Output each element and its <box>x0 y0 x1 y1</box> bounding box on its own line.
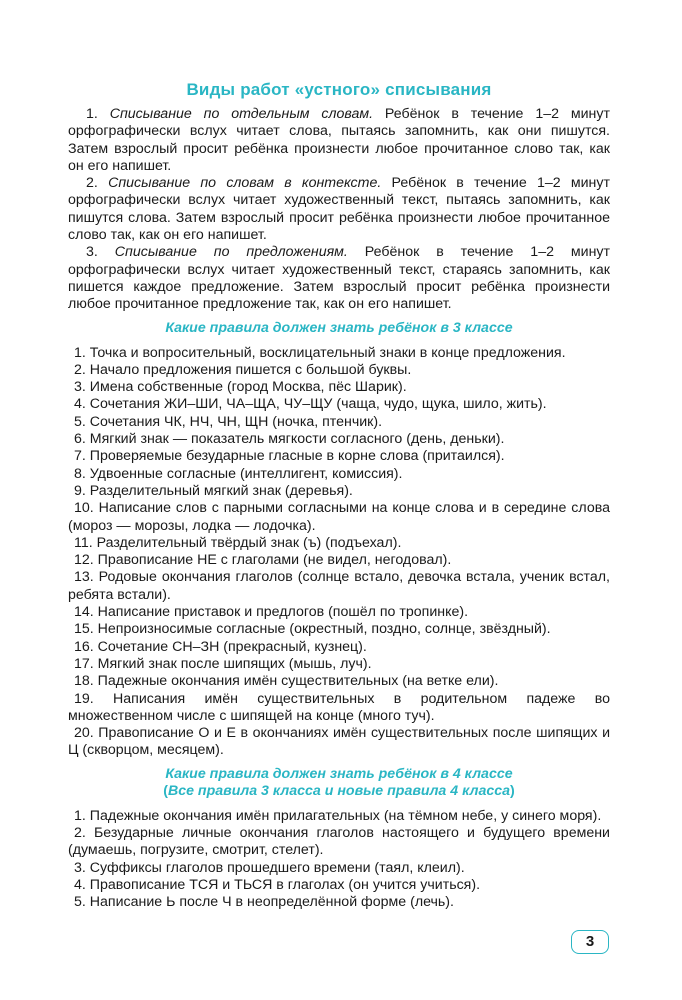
rule-item: 4. Правописание ТСЯ и ТЬСЯ в глаголах (он учится учиться). <box>74 876 481 893</box>
rule-item: 12. Правописание НЕ с глаголами (не видел, негодовал). <box>74 552 452 569</box>
grade4-heading-line1: Какие правила должен знать ребёнок в 4 классе <box>165 765 513 782</box>
grade4-heading <box>68 766 610 800</box>
method-paragraph <box>68 106 610 175</box>
method-name: Списывание по отдельным словам. <box>109 106 374 122</box>
method-text: Ребёнок в течение 1–2 минут орфографически вслух читает художественный текст, стараясь запомнить, как пишется каждое предложение. Затем взрослый просит ребёнка произнести любое прочитанное предложение так, как он его напишет. <box>68 244 611 313</box>
page-title: Виды работ «устного» списывания <box>186 80 492 99</box>
grade4-heading-line2-text: Все правила 3 класса и новые правила 4 класса <box>167 782 511 799</box>
rule-item: 4. Сочетания ЖИ–ШИ, ЧА–ЩА, ЧУ–ЩУ (чаща, чудо, щука, шило, жить). <box>74 396 547 413</box>
rule-item: 7. Проверяемые безударные гласные в корне слова (притаился). <box>74 448 505 465</box>
rule-item: 17. Мягкий знак после шипящих (мышь, луч). <box>74 655 372 672</box>
rule-item: 13. Родовые окончания глаголов (солнце встало, девочка встала, ученик встал, ребята встали). <box>68 569 610 603</box>
rule-item: 14. Написание приставок и предлогов (пошёл по тропинке). <box>74 604 469 621</box>
rule-item: 9. Разделительный мягкий знак (деревья). <box>74 482 353 499</box>
method-number: 2. <box>86 175 98 192</box>
rule-item: 20. Правописание О и Е в окончаниях имён существительных после шипящих и Ц (скворцом, месяцем). <box>68 725 610 759</box>
method-number: 3. <box>86 244 98 261</box>
rule-item: 18. Падежные окончания имён существительных (на ветке ели). <box>74 673 499 690</box>
grade3-rules-list <box>68 345 610 760</box>
grade4-rules-list <box>68 808 610 912</box>
method-text: Ребёнок в течение 1–2 минут орфографически вслух читает художественный текст, пытаясь запомнить, как пишутся слова. Затем взрослый просит ребёнка произнести любое прочитанное слово так, как он его напишет. <box>68 175 610 244</box>
rule-item: 1. Точка и вопросительный, восклицательный знаки в конце предложения. <box>74 344 566 361</box>
rule-item: 2. Начало предложения пишется с большой буквы. <box>74 361 412 378</box>
paren-open: ( <box>163 782 168 799</box>
grade3-heading: Какие правила должен знать ребёнок в 3 классе <box>165 319 513 336</box>
method-number: 1. <box>86 106 98 122</box>
paren-close: ) <box>510 782 515 799</box>
method-name: Списывание по предложениям. <box>114 244 348 261</box>
page-content <box>68 80 610 911</box>
page-number: 3 <box>571 930 609 954</box>
rule-item: 3. Имена собственные (город Москва, пёс Шарик). <box>74 379 407 396</box>
rule-item: 11. Разделительный твёрдый знак (ъ) (подъехал). <box>74 534 402 551</box>
method-text: Ребёнок в течение 1–2 минут орфографически вслух читает слова, пытаясь запомнить, как они пишутся. Затем взрослый просит ребёнка произнести любое прочитанное слово так, как он его напишет. <box>68 106 610 174</box>
rule-item: 2. Безударные личные окончания глаголов настоящего и будущего времени (думаешь, погрузите, смотрит, стелет). <box>68 824 610 859</box>
methods-list <box>68 106 610 314</box>
rule-item: 5. Сочетания ЧК, НЧ, ЧН, ЩН (ночка, птенчик). <box>74 413 383 430</box>
rule-item: 8. Удвоенные согласные (интеллигент, комиссия). <box>74 465 403 482</box>
method-paragraph <box>68 175 610 244</box>
grade4-heading-line2 <box>68 783 610 800</box>
method-paragraph <box>68 244 610 313</box>
rule-item: 3. Суффиксы глаголов прошедшего времени (таял, клеил). <box>74 859 465 876</box>
rule-item: 6. Мягкий знак — показатель мягкости согласного (день, деньки). <box>74 431 505 448</box>
rule-item: 16. Сочетание СН–ЗН (прекрасный, кузнец). <box>74 638 367 655</box>
method-name: Списывание по словам в контексте. <box>108 175 382 192</box>
rule-item: 10. Написание слов с парными согласными на конце слова и в середине слова (мороз — морозы, лодка — лодочка). <box>68 500 610 534</box>
rule-item: 19. Написания имён существительных в родительном падеже во множественном числе с шипящей на конце (много туч). <box>68 690 610 724</box>
rule-item: 15. Непроизносимые согласные (окрестный, поздно, солнце, звёздный). <box>74 621 551 638</box>
rule-item: 1. Падежные окончания имён прилагательных (на тёмном небе, у синего моря). <box>74 807 602 824</box>
rule-item: 5. Написание Ь после Ч в неопределённой форме (лечь). <box>74 894 454 911</box>
